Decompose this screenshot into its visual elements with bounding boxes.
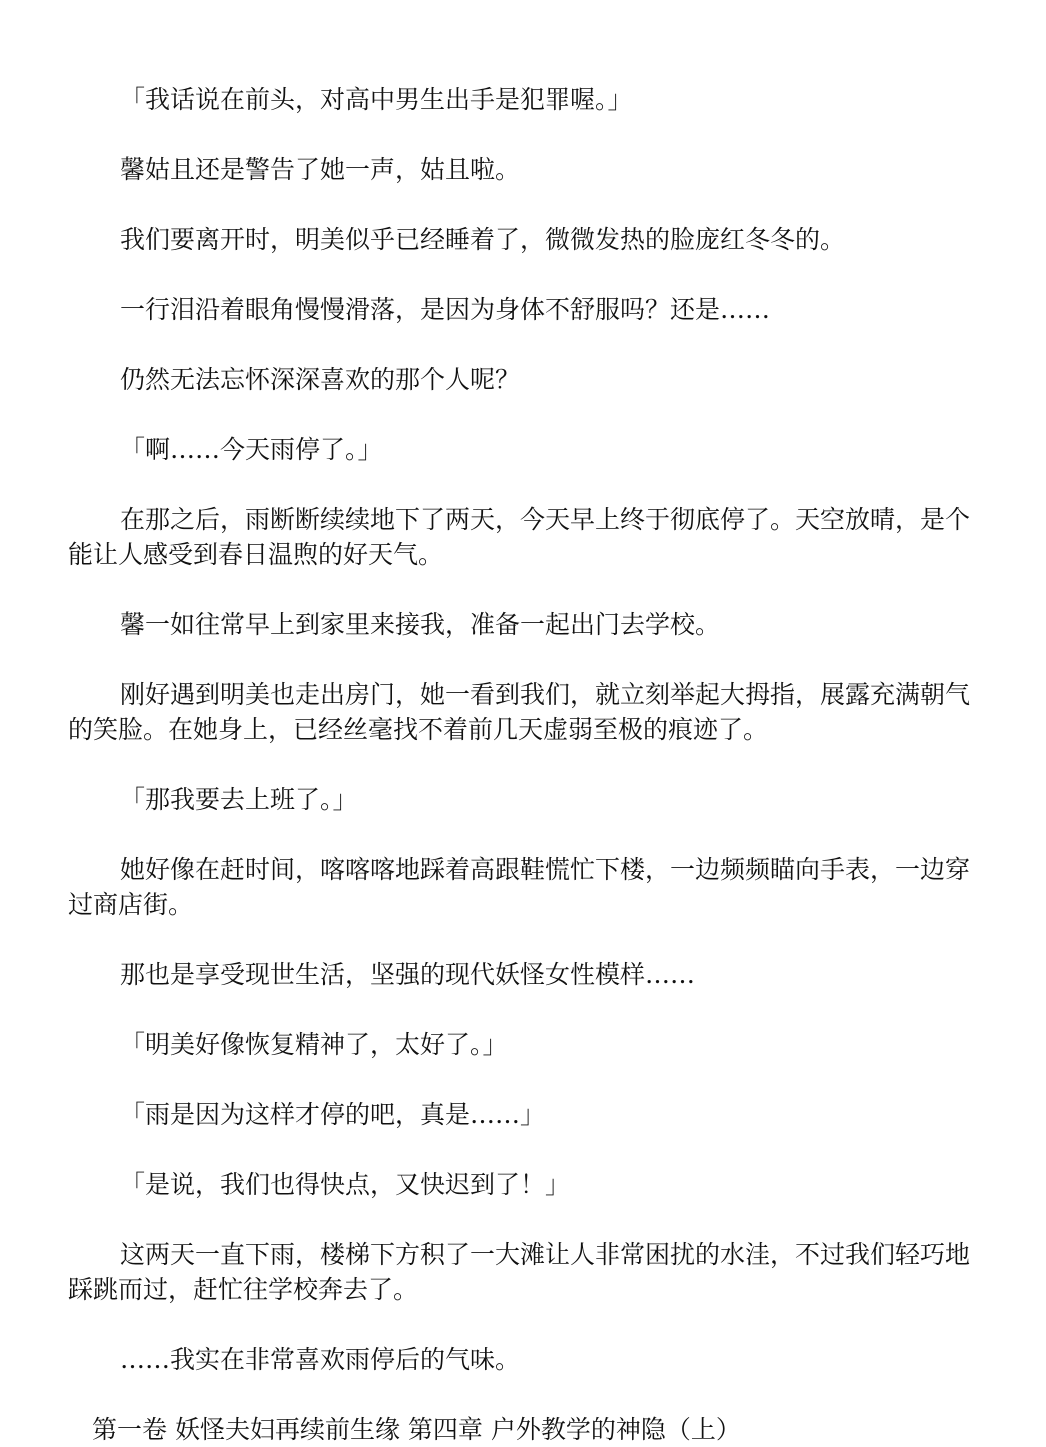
paragraph: 「是说，我们也得快点，又快迟到了！」 <box>120 1170 571 1199</box>
paragraph: 这两天一直下雨，楼梯下方积了一大滩让人非常困扰的水洼，不过我们轻巧地踩跳而过，赶忙往学校奔去了。 <box>68 1240 971 1304</box>
paragraph: 在那之后，雨断断续续地下了两天，今天早上终于彻底停了。天空放晴，是个能让人感受到春日温煦的好天气。 <box>68 505 971 569</box>
paragraph: 那也是享受现世生活，坚强的现代妖怪女性模样…… <box>120 960 696 989</box>
paragraph: 「那我要去上班了。」 <box>120 785 358 814</box>
chapter-heading: 第一卷 妖怪夫妇再续前生缘 第四章 户外教学的神隐（上） <box>92 1415 741 1444</box>
paragraph: 仍然无法忘怀深深喜欢的那个人呢？ <box>120 365 521 394</box>
paragraph: 她好像在赶时间，喀喀喀地踩着高跟鞋慌忙下楼，一边频频瞄向手表，一边穿过商店街。 <box>68 855 971 919</box>
paragraph: 「我话说在前头，对高中男生出手是犯罪喔。」 <box>120 85 633 114</box>
paragraph: 馨一如往常早上到家里来接我，准备一起出门去学校。 <box>120 610 721 639</box>
paragraph: 馨姑且还是警告了她一声，姑且啦。 <box>120 155 521 184</box>
paragraph: 我们要离开时，明美似乎已经睡着了，微微发热的脸庞红冬冬的。 <box>120 225 846 254</box>
paragraph: 一行泪沿着眼角慢慢滑落，是因为身体不舒服吗？还是…… <box>120 295 771 324</box>
paragraph: ……我实在非常喜欢雨停后的气味。 <box>120 1345 521 1374</box>
paragraph: 刚好遇到明美也走出房门，她一看到我们，就立刻举起大拇指，展露充满朝气的笑脸。在她身上，已经丝毫找不着前几天虚弱至极的痕迹了。 <box>68 680 971 744</box>
paragraph: 「雨是因为这样才停的吧，真是……」 <box>120 1100 546 1129</box>
paragraph: 「明美好像恢复精神了，太好了。」 <box>120 1030 508 1059</box>
paragraph: 「啊……今天雨停了。」 <box>120 435 383 464</box>
